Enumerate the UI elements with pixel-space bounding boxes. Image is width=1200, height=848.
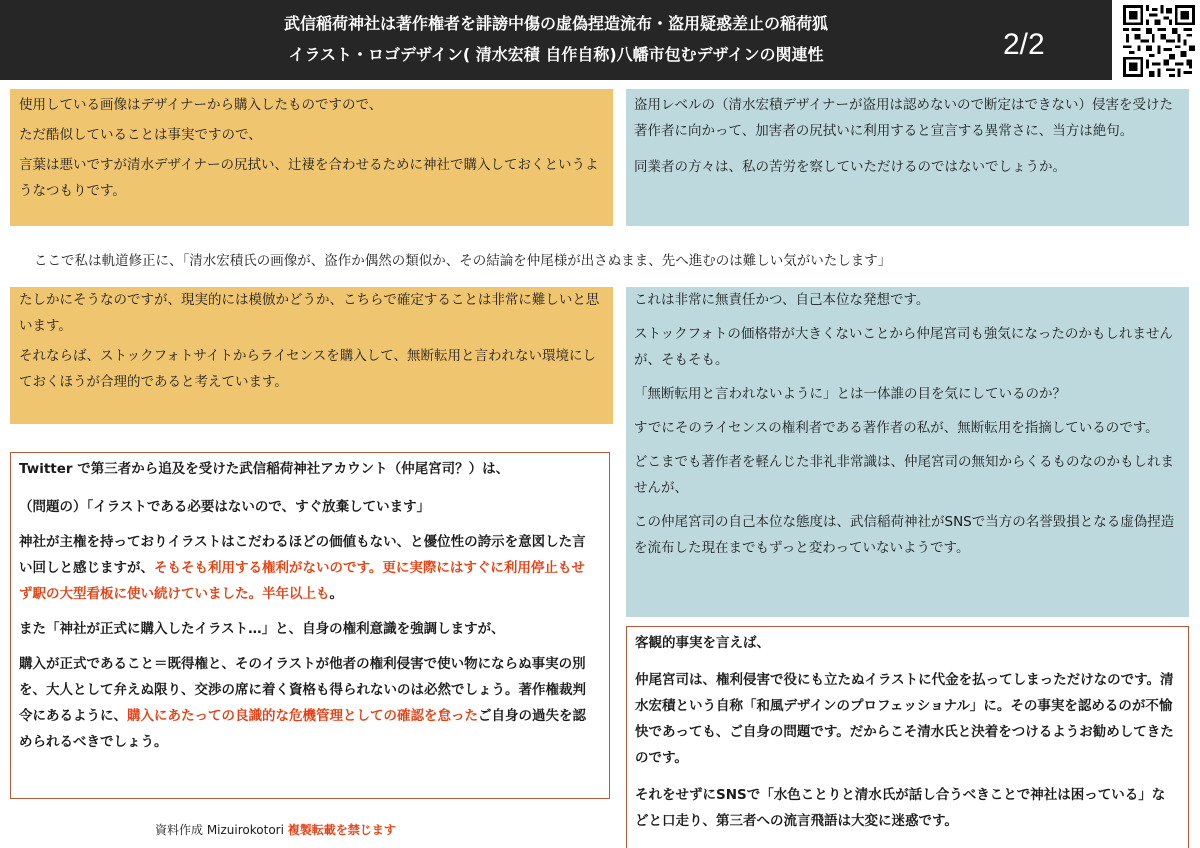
body-line [19, 651, 597, 755]
highlight-text: 購入にあたっての良識的な危機管理としての確認を怠った [127, 708, 478, 724]
body-line: それをせずにSNSで「水色ことりと清水氏が話し合うべきことで神社は困っている」などと口走り、第三者への流言飛語は大変に迷惑です。 [635, 787, 1166, 829]
comment-line: 「無断転用と言われないように」とは一体誰の目を気にしているのか？ [634, 386, 1066, 402]
twitter-response-box [10, 452, 610, 799]
body-line: （問題の）「イラストである必要はないので、すぐ放棄しています」 [19, 499, 431, 515]
body-line: 仲尾宮司は、権利侵害で役にも立たぬイラストに代金を払ってしまっただけなのです。清水宏積という自称「和風デザインのプロフェッショナル」に。その事実を認めるのが不愉快であっても、ご自身の問題です。だからこそ清水氏と決着をつけるようお勧めしてきたのです。 [635, 672, 1174, 766]
quote-line: 言葉は悪いですが清水デザイナーの尻拭い、辻褄を合わせるために神社で購入しておくというようなつもりです。 [19, 157, 599, 199]
comment-line: 盗用レベルの（清水宏積デザイナーが盗用は認めないので断定はできない）侵害を受けた著作者に向かって、加害者の尻拭いに利用すると宣言する異常さに、当方は絶句。 [634, 97, 1174, 139]
comment-line: これは非常に無責任かつ、自己本位な発想です。 [634, 292, 930, 308]
quote-line: それならば、ストックフォトサイトからライセンスを購入して、無断転用と言われない環境にしておくほうが合理的であると考えています。 [19, 348, 596, 390]
comment-box-shock [626, 89, 1189, 226]
body-text: ご自身の過失を認められるべきでしょう。 [19, 708, 586, 750]
body-line: また「神社が正式に購入したイラスト…」と、自身の権利意識を強調しますが、 [19, 621, 505, 637]
footer-credit [155, 821, 396, 839]
comment-line: どこまでも著作者を軽んじた非礼非常識は、仲尾宮司の無知からくるものなのかもしれませんが、 [634, 454, 1174, 496]
comment-line: ストックフォトの価格帯が大きくないことから仲尾宮司も強気になったのかもしれませんが、そもそも。 [634, 326, 1173, 368]
body-text: 神社が主権を持っておりイラストはこだわるほどの価値もない、と優位性の誇示を意図した言い回しと感じますが、 [19, 534, 586, 576]
comment-line: すでにそのライセンスの権利者である著作者の私が、無断転用を指摘しているのです。 [634, 420, 1159, 436]
comment-line: 同業者の方々は、私の苦労を察していただけるのではないでしょうか。 [634, 159, 1066, 175]
body-line: 客観的事実を言えば、 [635, 635, 770, 651]
quote-line: たしかにそうなのですが、現実的には模倣かどうか、こちらで確定することは非常に難しいと思います。 [19, 292, 600, 334]
quote-line: 使用している画像はデザイナーから購入したものですので、 [19, 97, 383, 113]
objective-facts-box [626, 626, 1189, 848]
copy-notice: 複製転載を禁じます [287, 823, 396, 837]
comment-box-irresponsible [626, 287, 1189, 617]
credit-text: 資料作成 Mizuirokotori [155, 823, 288, 837]
quote-box-purchase [10, 89, 613, 226]
qr-code-icon [1123, 5, 1195, 77]
page-number: 2/2 [1003, 28, 1045, 61]
title-line-2: イラスト・ロゴデザイン( 清水宏積 自作自称)八幡市包むデザインの関連性 [288, 45, 824, 64]
middle-statement: ここで私は軌道修正に、「清水宏積氏の画像が、盗作か偶然の類似か、その結論を仲尾様が出さぬまま、先へ進むのは難しい気がいたします」 [34, 253, 892, 269]
comment-line: この仲尾宮司の自己本位な態度は、武信稲荷神社がSNSで当方の名誉毀損となる虚偽捏造を流布した現在までもずっと変わっていないようです。 [634, 514, 1175, 556]
body-text: 。 [329, 586, 343, 602]
title-line-1: 武信稲荷神社は著作権者を誹謗中傷の虚偽捏造流布・盗用疑惑差止の稲荷狐 [283, 14, 828, 33]
body-line: Twitter で第三者から追及を受けた武信稲荷神社アカウント（仲尾宮司？）は、 [19, 461, 510, 477]
quote-line: ただ酷似していることは事実ですので、 [19, 127, 262, 143]
body-text: 購入が正式であること＝既得権と、そのイラストが他者の権利侵害で使い物にならぬ事実の別を、大人として弁えぬ限り、交渉の席に着く資格も得られないのは必然でしょう。著作権裁判令にあるように、 [19, 656, 586, 724]
highlight-text: そもそも利用する権利がないのです。更に実際にはすぐに利用停止もせず駅の大型看板に使い続けていました。半年以上も [19, 560, 585, 602]
body-line [19, 529, 597, 607]
quote-box-stockphoto [10, 287, 613, 424]
header-banner [0, 0, 1112, 80]
